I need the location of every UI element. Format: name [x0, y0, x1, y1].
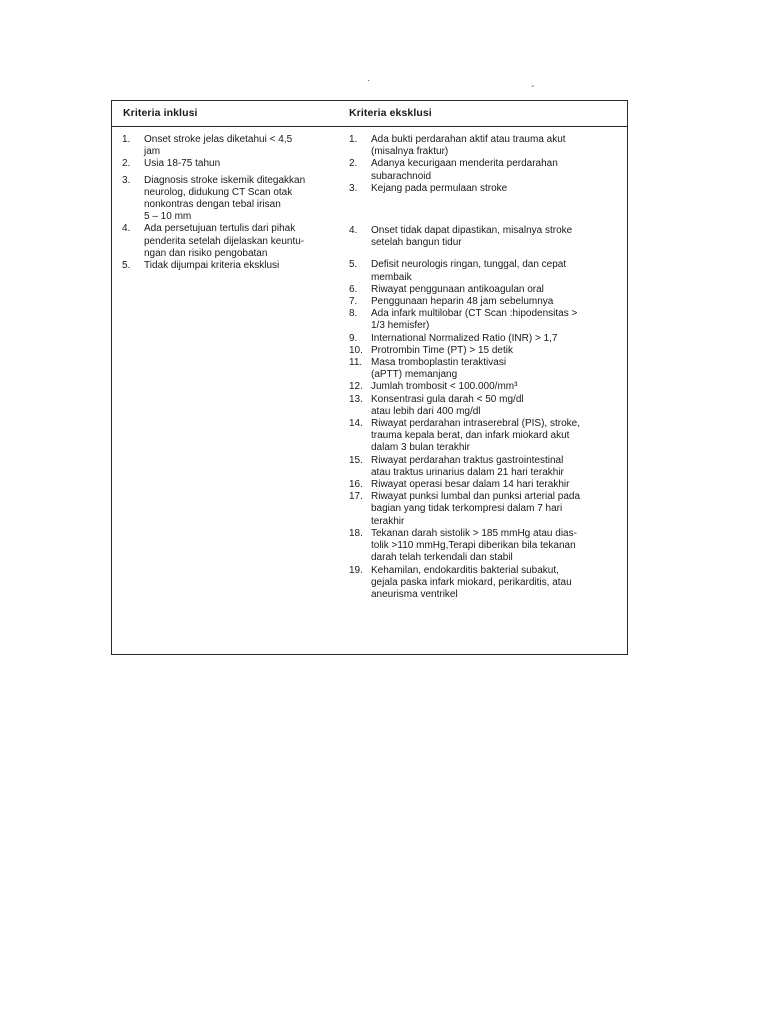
item-number: 9. — [349, 332, 358, 344]
item-number: 19. — [349, 564, 363, 576]
item-number: 17. — [349, 491, 363, 503]
list-item — [122, 158, 332, 170]
list-item — [349, 455, 621, 479]
item-number: 10. — [349, 344, 363, 356]
item-text: Defisit neurologis ringan, tunggal, dan cepat membaik — [371, 259, 567, 283]
list-item — [349, 158, 621, 182]
item-number: 3. — [349, 182, 358, 194]
item-text: Diagnosis stroke iskemik ditegakkan neurolog, didukung CT Scan otak nonkontras dengan tebal irisan 5 – 10 mm — [144, 174, 306, 223]
item-text: Riwayat perdarahan intraserebral (PIS), stroke, trauma kepala berat, dan infark miokard akut dalam 3 bulan terakhir — [371, 418, 580, 454]
list-item — [122, 223, 332, 260]
item-number: 3. — [122, 174, 131, 186]
item-text: Usia 18-75 tahun — [144, 158, 221, 170]
item-text: Adanya kecurigaan menderita perdarahan subarachnoid — [371, 158, 558, 182]
item-text: Tekanan darah sistolik > 185 mmHg atau dias- tolik >110 mmHg,Terapi diberikan bila tekanan darah telah terkendali dan stabil — [371, 527, 577, 564]
item-number: 18. — [349, 527, 363, 539]
item-number: 11. — [349, 357, 363, 369]
item-number: 8. — [349, 308, 358, 320]
item-number: 5. — [122, 260, 131, 272]
item-number: 4. — [122, 223, 131, 235]
item-text: Konsentrasi gula darah < 50 mg/dl atau lebih dari 400 mg/dl — [371, 393, 524, 417]
scan-speck: - — [531, 81, 535, 92]
item-number: 5. — [349, 259, 358, 271]
item-text: Riwayat perdarahan traktus gastrointestinal atau traktus urinarius dalam 21 hari terakhir — [371, 454, 564, 478]
list-item — [349, 225, 621, 249]
list-item — [122, 175, 332, 224]
list-item — [349, 418, 621, 455]
list-item — [349, 333, 621, 345]
item-number: 6. — [349, 283, 358, 295]
list-item — [349, 381, 621, 393]
item-text: Riwayat penggunaan antikoagulan oral — [371, 283, 544, 295]
item-number: 12. — [349, 381, 363, 393]
item-text: Riwayat operasi besar dalam 14 hari terakhir — [371, 479, 570, 491]
item-number: 14. — [349, 418, 363, 430]
list-item — [122, 260, 332, 272]
item-number: 2. — [349, 158, 358, 170]
criteria-table — [111, 100, 628, 655]
item-text: Penggunaan heparin 48 jam sebelumnya — [371, 296, 554, 308]
item-text: Riwayat punksi lumbal dan punksi arterial pada bagian yang tidak terkompresi dalam 7 hari terakhir — [371, 491, 581, 527]
item-number: 1. — [122, 134, 131, 145]
list-item — [349, 259, 621, 283]
item-text: Onset tidak dapat dipastikan, misalnya stroke setelah bangun tidur — [371, 225, 573, 249]
item-text: Protrombin Time (PT) > 15 detik — [371, 344, 513, 356]
item-text: Jumlah trombosit < 100.000/mm³ — [371, 381, 518, 393]
list-item — [349, 308, 621, 332]
item-text: Ada bukti perdarahan aktif atau trauma akut (misalnya fraktur) — [371, 134, 566, 158]
list-item — [349, 479, 621, 491]
list-item — [349, 528, 621, 565]
item-number: 2. — [122, 158, 131, 170]
list-item — [122, 134, 332, 158]
item-text: Tidak dijumpai kriteria eksklusi — [144, 260, 280, 272]
item-number: 15. — [349, 454, 363, 466]
item-number: 16. — [349, 479, 363, 491]
item-number: 13. — [349, 393, 363, 405]
list-item — [349, 357, 621, 381]
item-text: Ada persetujuan tertulis dari pihak penderita setelah dijelaskan keuntu- ngan dan risiko pengobatan — [144, 223, 305, 259]
inclusion-header: Kriteria inklusi — [123, 107, 198, 119]
item-number: 7. — [349, 296, 358, 308]
inclusion-list — [122, 134, 332, 272]
item-text: Kejang pada permulaan stroke — [371, 182, 508, 194]
scan-speck: · — [367, 75, 371, 86]
spacer — [349, 249, 621, 259]
list-item — [349, 345, 621, 357]
item-number: 4. — [349, 225, 358, 237]
list-item — [349, 394, 621, 418]
table-header-row — [112, 101, 627, 127]
item-text: Ada infark multilobar (CT Scan :hipodensitas > 1/3 hemisfer) — [371, 308, 578, 332]
list-item — [349, 296, 621, 308]
list-item — [349, 491, 621, 528]
list-item — [349, 565, 621, 602]
spacer — [349, 195, 621, 225]
item-text: Kehamilan, endokarditis bakterial subakut, gejala paska infark miokard, perikarditis, atau aneurisma ventrikel — [371, 564, 572, 600]
item-text: Onset stroke jelas diketahui < 4,5 jam — [144, 134, 293, 158]
exclusion-list — [349, 134, 621, 601]
item-number: 1. — [349, 134, 358, 145]
item-text: Masa tromboplastin teraktivasi (aPTT) memanjang — [371, 357, 507, 381]
item-text: International Normalized Ratio (INR) > 1,7 — [371, 332, 558, 344]
exclusion-header: Kriteria eksklusi — [349, 107, 432, 119]
list-item — [349, 284, 621, 296]
list-item — [349, 183, 621, 195]
list-item — [349, 134, 621, 158]
